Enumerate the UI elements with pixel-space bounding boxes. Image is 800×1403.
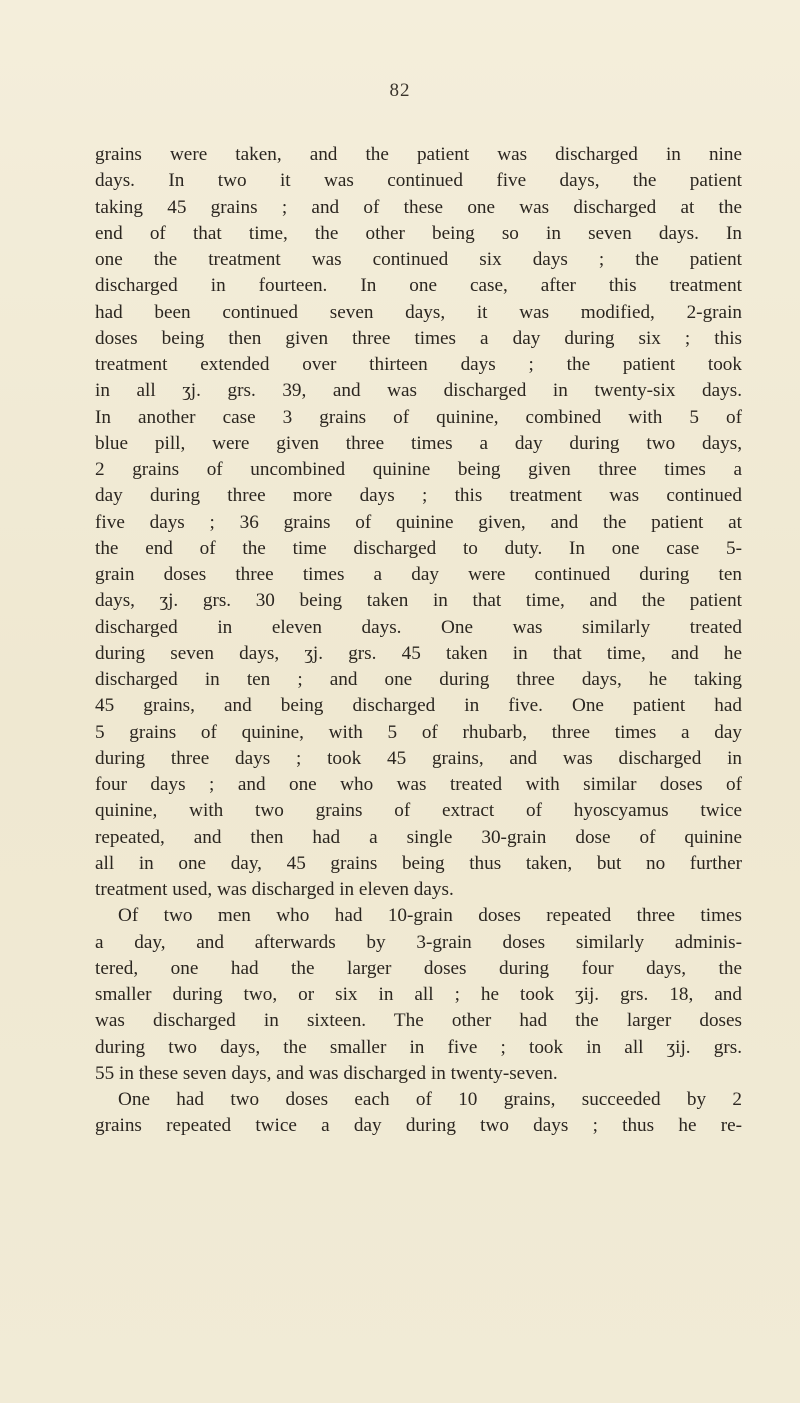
paragraph-end-line: 55 in these seven days, and was discharged in twenty-seven. <box>95 1062 558 1084</box>
text-line: during seven days, ʒj. grs. 45 taken in that time, and he <box>95 642 742 664</box>
text-line: 45 grains, and being discharged in five. One patient had <box>95 695 742 717</box>
text-line: discharged in eleven days. One was similarly treated <box>95 616 742 638</box>
text-line: blue pill, were given three times a day during two days, <box>95 432 742 454</box>
text-line: during two days, the smaller in five ; took in all ʒij. grs. <box>95 1036 742 1058</box>
text-line: end of that time, the other being so in seven days. In <box>95 222 742 244</box>
text-line: one the treatment was continued six days ; the patient <box>95 249 742 270</box>
text-line: tered, one had the larger doses during four days, the <box>95 957 742 979</box>
text-line: day during three more days ; this treatment was continued <box>95 485 742 507</box>
text-line: taking 45 grains ; and of these one was discharged at the <box>95 196 742 218</box>
text-line: smaller during two, or six in all ; he took ʒij. grs. 18, and <box>95 984 742 1005</box>
paragraph-end-line: treatment used, was discharged in eleven days. <box>95 879 454 900</box>
text-line: in all ʒj. grs. 39, and was discharged in twenty-six days. <box>95 380 742 402</box>
text-line: grains were taken, and the patient was discharged in nine <box>95 144 742 165</box>
text-line: had been continued seven days, it was modified, 2-grain <box>95 301 742 323</box>
paragraph-start-line: Of two men who had 10-grain doses repeated three times <box>118 905 742 927</box>
text-line: was discharged in sixteen. The other had the larger doses <box>95 1010 742 1032</box>
page-number: 82 <box>389 80 411 101</box>
text-line: treatment extended over thirteen days ; the patient took <box>95 354 742 375</box>
text-line: days, ʒj. grs. 30 being taken in that time, and the patient <box>95 590 742 612</box>
text-line: days. In two it was continued five days, the patient <box>95 170 742 192</box>
text-line: during three days ; took 45 grains, and was discharged in <box>95 747 742 769</box>
text-line: quinine, with two grains of extract of hyoscyamus twice <box>95 800 742 822</box>
text-line: grains repeated twice a day during two days ; thus he re- <box>95 1115 742 1137</box>
text-line: 2 grains of uncombined quinine being given three times a <box>95 459 742 480</box>
text-line: all in one day, 45 grains being thus taken, but no further <box>95 852 742 874</box>
paragraph-start-line: One had two doses each of 10 grains, succeeded by 2 <box>118 1089 742 1110</box>
body-text <box>95 142 742 1140</box>
text-line: doses being then given three times a day during six ; this <box>95 327 742 349</box>
text-line: 5 grains of quinine, with 5 of rhubarb, three times a day <box>95 721 742 743</box>
text-line: discharged in ten ; and one during three days, he taking <box>95 669 742 690</box>
text-line: four days ; and one who was treated with similar doses of <box>95 774 742 795</box>
text-line: In another case 3 grains of quinine, combined with 5 of <box>95 406 742 428</box>
text-line: repeated, and then had a single 30-grain dose of quinine <box>95 826 742 848</box>
text-line: five days ; 36 grains of quinine given, and the patient at <box>95 511 742 533</box>
text-line: grain doses three times a day were continued during ten <box>95 564 742 585</box>
text-line: the end of the time discharged to duty. In one case 5- <box>95 537 742 559</box>
text-line: a day, and afterwards by 3-grain doses similarly adminis- <box>95 931 742 953</box>
text-line: discharged in fourteen. In one case, after this treatment <box>95 275 742 297</box>
